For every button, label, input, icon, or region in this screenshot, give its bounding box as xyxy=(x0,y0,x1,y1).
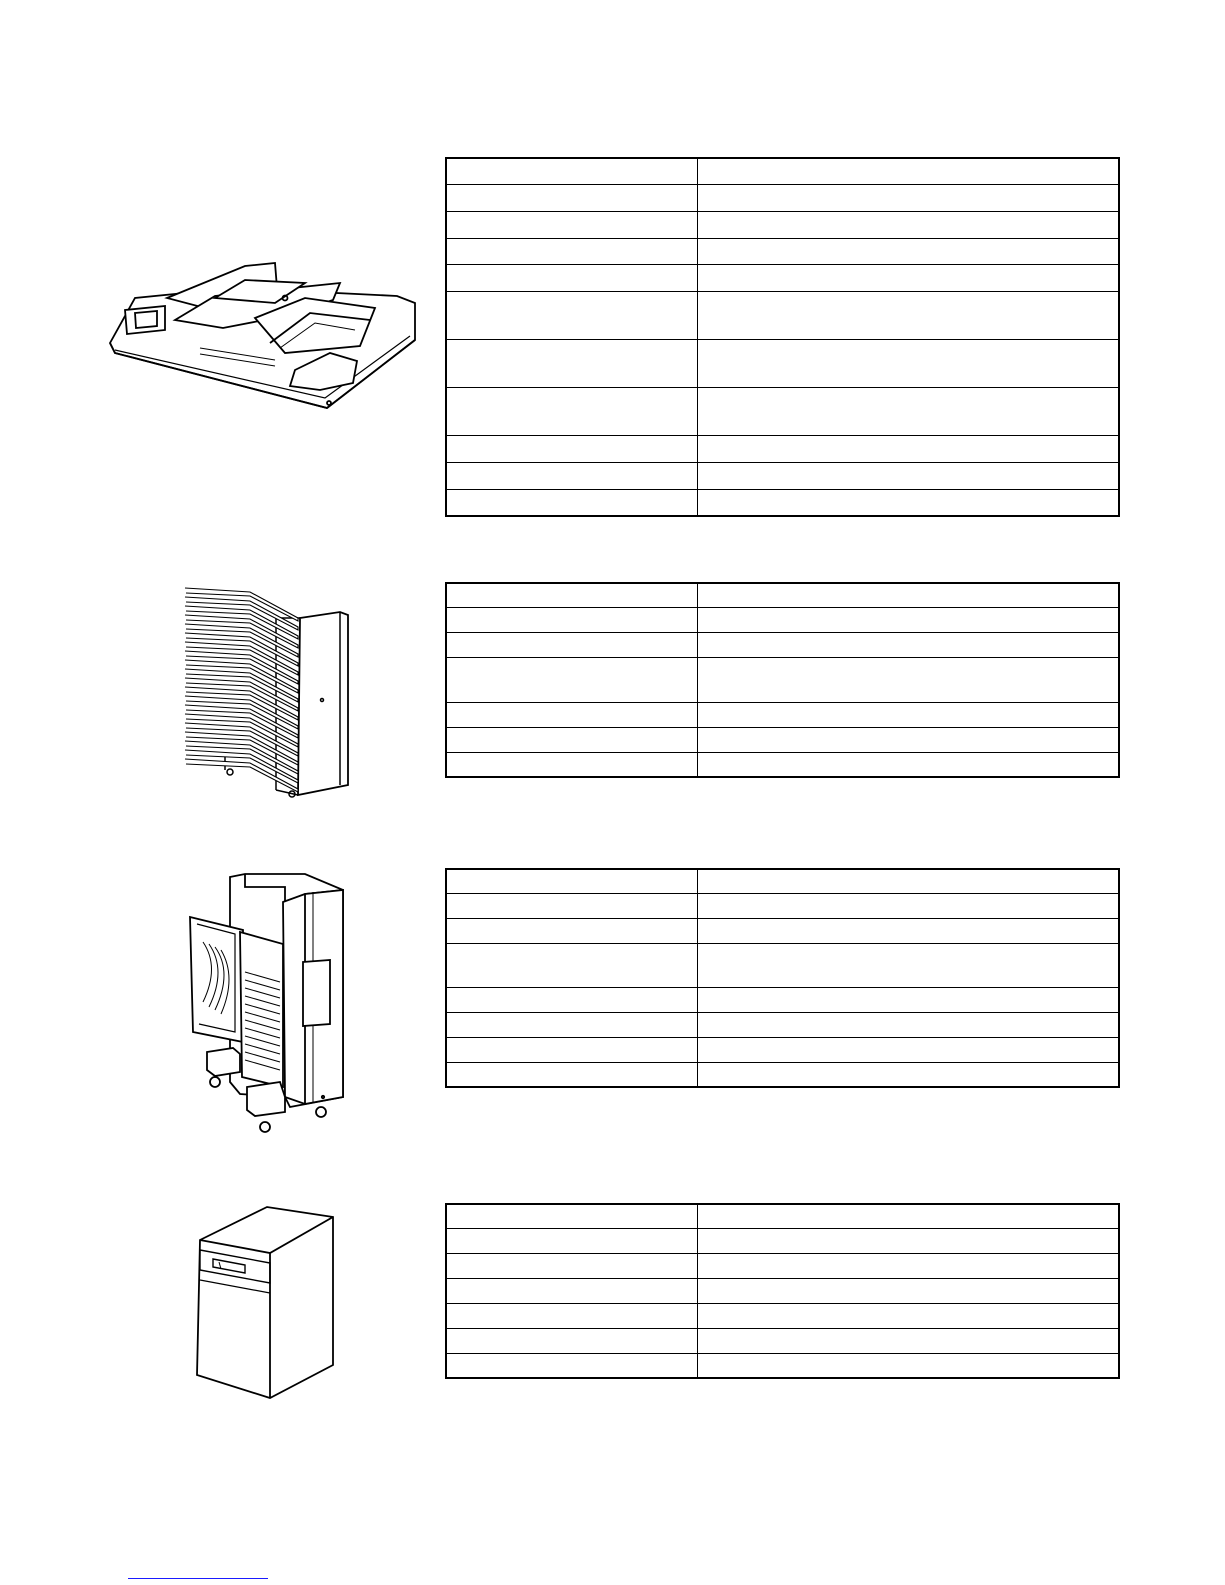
spec-label xyxy=(446,658,698,703)
spec-value xyxy=(698,1279,1120,1304)
spec-value xyxy=(698,1353,1120,1378)
document-feeder-illustration xyxy=(105,258,420,413)
spec-label xyxy=(446,1037,698,1062)
spec-value xyxy=(698,752,1120,777)
spec-label xyxy=(446,633,698,658)
spec-value xyxy=(698,988,1120,1013)
spec-label xyxy=(446,1013,698,1038)
spec-label xyxy=(446,1062,698,1087)
spec-value xyxy=(698,436,1120,463)
spec-value xyxy=(698,158,1120,185)
spec-value xyxy=(698,1254,1120,1279)
spec-row xyxy=(446,1013,1119,1038)
spec-value xyxy=(698,1303,1120,1328)
multi-bin-sorter-spec-table xyxy=(445,582,1120,778)
spec-label xyxy=(446,1328,698,1353)
spec-value xyxy=(698,869,1120,894)
spec-label xyxy=(446,185,698,212)
spec-label xyxy=(446,943,698,988)
spec-label xyxy=(446,583,698,608)
spec-row xyxy=(446,1254,1119,1279)
spec-value xyxy=(698,1013,1120,1038)
spec-row xyxy=(446,752,1119,777)
spec-value xyxy=(698,292,1120,340)
spec-label xyxy=(446,292,698,340)
spec-value xyxy=(698,1328,1120,1353)
spec-label xyxy=(446,919,698,944)
spec-row xyxy=(446,462,1119,489)
footer-link[interactable] xyxy=(128,1578,268,1579)
spec-label xyxy=(446,436,698,463)
spec-label xyxy=(446,211,698,238)
spec-value xyxy=(698,211,1120,238)
spec-row xyxy=(446,489,1119,516)
spec-value xyxy=(698,1062,1120,1087)
spec-label xyxy=(446,1303,698,1328)
spec-row xyxy=(446,292,1119,340)
spec-value xyxy=(698,727,1120,752)
spec-value xyxy=(698,702,1120,727)
spec-row xyxy=(446,211,1119,238)
spec-value xyxy=(698,633,1120,658)
spec-value xyxy=(698,1037,1120,1062)
spec-label xyxy=(446,158,698,185)
spec-value xyxy=(698,185,1120,212)
spec-row xyxy=(446,1062,1119,1087)
spec-value xyxy=(698,658,1120,703)
spec-label xyxy=(446,340,698,388)
spec-value xyxy=(698,462,1120,489)
spec-value xyxy=(698,943,1120,988)
paper-feed-desk-spec-table xyxy=(445,1203,1120,1379)
spec-label xyxy=(446,727,698,752)
spec-row xyxy=(446,340,1119,388)
staple-sorter-illustration xyxy=(185,872,350,1134)
spec-row xyxy=(446,727,1119,752)
spec-row xyxy=(446,238,1119,265)
spec-row xyxy=(446,436,1119,463)
spec-row xyxy=(446,894,1119,919)
spec-row xyxy=(446,919,1119,944)
spec-label xyxy=(446,988,698,1013)
spec-value xyxy=(698,265,1120,292)
spec-row xyxy=(446,988,1119,1013)
spec-label xyxy=(446,238,698,265)
spec-row xyxy=(446,158,1119,185)
spec-label xyxy=(446,894,698,919)
spec-value xyxy=(698,919,1120,944)
spec-label xyxy=(446,608,698,633)
spec-label xyxy=(446,869,698,894)
spec-label xyxy=(446,1204,698,1229)
paper-feed-desk-illustration xyxy=(195,1205,337,1402)
spec-value xyxy=(698,1229,1120,1254)
spec-label xyxy=(446,1229,698,1254)
spec-value xyxy=(698,388,1120,436)
spec-row xyxy=(446,1353,1119,1378)
spec-row xyxy=(446,388,1119,436)
spec-value xyxy=(698,340,1120,388)
spec-label xyxy=(446,489,698,516)
spec-label xyxy=(446,1254,698,1279)
spec-row xyxy=(446,185,1119,212)
spec-row xyxy=(446,265,1119,292)
spec-row xyxy=(446,1279,1119,1304)
multi-bin-sorter-illustration xyxy=(180,580,352,802)
spec-row xyxy=(446,633,1119,658)
spec-label xyxy=(446,702,698,727)
spec-value xyxy=(698,1204,1120,1229)
spec-value xyxy=(698,489,1120,516)
spec-row xyxy=(446,869,1119,894)
document-feeder-spec-table xyxy=(445,157,1120,517)
spec-row xyxy=(446,1303,1119,1328)
spec-row xyxy=(446,1328,1119,1353)
spec-value xyxy=(698,894,1120,919)
spec-row xyxy=(446,658,1119,703)
spec-label xyxy=(446,265,698,292)
spec-value xyxy=(698,608,1120,633)
spec-label xyxy=(446,1279,698,1304)
spec-row xyxy=(446,1037,1119,1062)
staple-sorter-spec-table xyxy=(445,868,1120,1088)
spec-row xyxy=(446,1204,1119,1229)
spec-label xyxy=(446,462,698,489)
spec-row xyxy=(446,608,1119,633)
spec-row xyxy=(446,702,1119,727)
spec-label xyxy=(446,752,698,777)
spec-row xyxy=(446,943,1119,988)
spec-label xyxy=(446,1353,698,1378)
spec-label xyxy=(446,388,698,436)
spec-row xyxy=(446,583,1119,608)
spec-value xyxy=(698,238,1120,265)
spec-row xyxy=(446,1229,1119,1254)
spec-value xyxy=(698,583,1120,608)
